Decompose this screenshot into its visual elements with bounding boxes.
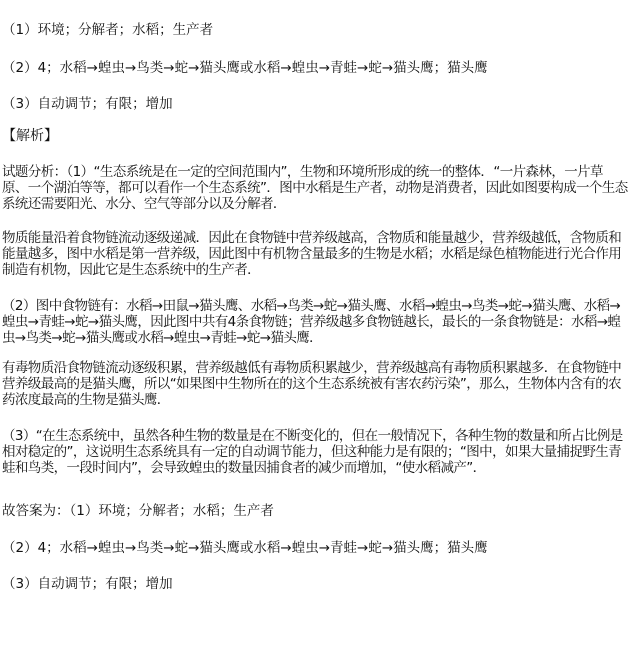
answer-line-1: （1）环境；分解者；水稻；生产者 bbox=[2, 22, 214, 38]
answer-line-2: （2）4；水稻→蝗虫→鸟类→蛇→猫头鹰或水稻→蝗虫→青蛙→蛇→猫头鹰；猫头鹰 bbox=[2, 60, 488, 76]
analysis-paragraph-5: （3）“在生态系统中，虽然各种生物的数量是在不断变化的，但在一般情况下，各种生物的数量和所占比例是相对稳定的”，这说明生态系统具有一定的自动调节能力，但这种能力是有限的；“图中，如果大量捕捉野生青蛙和鸟类，一段时间内”，会导致蝗虫的数量因捕食者的减少而增加，“使水稻减产”． bbox=[2, 428, 623, 476]
analysis-paragraph-4: 有毒物质沿食物链流动逐级积累，营养级越低有毒物质积累越少，营养级越高有毒物质积累越多．在食物链中营养级最高的是猫头鹰，所以“如果图中生物所在的这个生态系统被有害农药污染”，那么，生物体内含有的农药浓度最高的生物是猫头鹰． bbox=[2, 360, 622, 408]
final-answer-line-2: （2）4；水稻→蝗虫→鸟类→蛇→猫头鹰或水稻→蝗虫→青蛙→蛇→猫头鹰；猫头鹰 bbox=[2, 540, 488, 556]
answer-line-3: （3）自动调节；有限；增加 bbox=[2, 96, 173, 112]
analysis-heading: 【解析】 bbox=[2, 128, 58, 144]
analysis-paragraph-3: （2）图中食物链有：水稻→田鼠→猫头鹰、水稻→鸟类→蛇→猫头鹰、水稻→蝗虫→鸟类→蛇→猫头鹰、水稻→蝗虫→青蛙→蛇→猫头鹰，因此图中共有4条食物链；营养级越多食物链越长，最长的一条食物链是：水稻→蝗虫→鸟类→蛇→猫头鹰或水稻→蝗虫→青蛙→蛇→猫头鹰． bbox=[2, 298, 621, 346]
analysis-paragraph-2: 物质能量沿着食物链流动逐级递减．因此在食物链中营养级越高，含物质和能量越少，营养级越低，含物质和能量越多，图中水稻是第一营养级，因此图中有机物含量最多的生物是水稻；水稻是绿色植物能进行光合作用制造有机物，因此它是生态系统中的生产者． bbox=[2, 230, 622, 278]
final-answer-line-3: （3）自动调节；有限；增加 bbox=[2, 576, 173, 592]
analysis-paragraph-1: 试题分析：（1）“生态系统是在一定的空间范围内”，生物和环境所形成的统一的整体．“一片森林，一片草原、一个湖泊等等，都可以看作一个生态系统”．图中水稻是生产者，动物是消费者，因此如图要构成一个生态系统还需要阳光、水分、空气等部分以及分解者． bbox=[2, 164, 628, 212]
final-answer-line-1: 故答案为：（1）环境；分解者；水稻；生产者 bbox=[2, 503, 274, 519]
